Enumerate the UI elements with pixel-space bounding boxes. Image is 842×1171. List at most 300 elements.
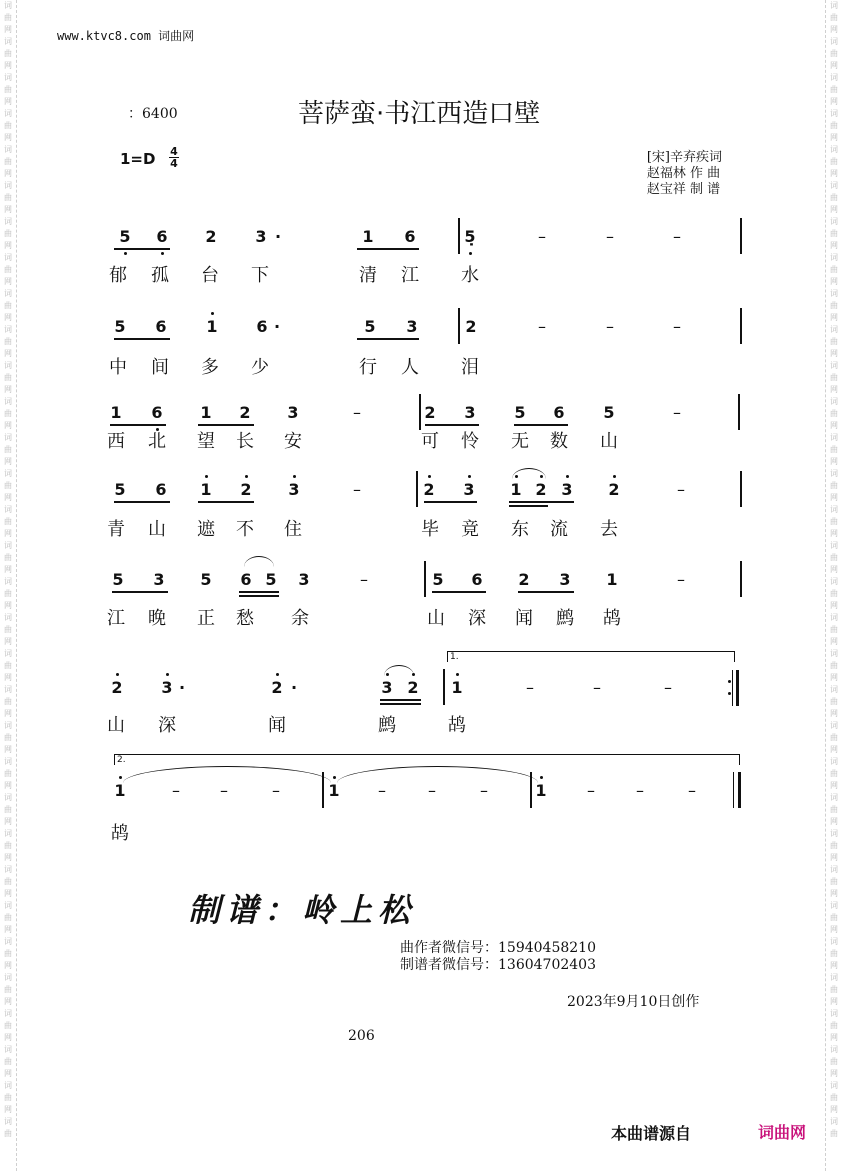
watermark-char: 网 bbox=[4, 421, 12, 430]
watermark-char: 词 bbox=[830, 793, 838, 802]
lyric-syllable: 行 bbox=[359, 357, 377, 378]
site-url[interactable]: www.ktvc8.com 词曲网 bbox=[57, 29, 195, 43]
time-signature bbox=[168, 146, 180, 169]
note: 2 bbox=[424, 403, 436, 422]
watermark-char: 词 bbox=[4, 145, 12, 154]
octave-dot-high bbox=[333, 776, 336, 779]
watermark-char: 词 bbox=[4, 541, 12, 550]
eighth-underline bbox=[514, 424, 568, 426]
watermark-char: 曲 bbox=[4, 265, 12, 274]
watermark-char: 词 bbox=[4, 793, 12, 802]
watermark-char: 曲 bbox=[830, 1129, 838, 1138]
octave-dot-high bbox=[119, 776, 122, 779]
watermark-char: 曲 bbox=[830, 481, 838, 490]
repeat-end-bar bbox=[736, 670, 739, 706]
watermark-char: 网 bbox=[4, 1105, 12, 1114]
lyric-syllable: 望 bbox=[197, 431, 215, 452]
note-dash: – bbox=[673, 227, 681, 246]
note-dash: – bbox=[677, 480, 685, 499]
arranger-wechat: 制谱者微信号：13604702403 bbox=[400, 957, 596, 973]
eighth-underline bbox=[198, 501, 254, 503]
left-watermark-strip bbox=[0, 0, 17, 1171]
lyric-syllable: 鸪 bbox=[448, 715, 466, 736]
note-dash: – bbox=[538, 227, 546, 246]
final-bar-thin bbox=[733, 772, 734, 808]
watermark-char: 词 bbox=[830, 73, 838, 82]
octave-dot-high bbox=[245, 475, 248, 478]
octave-dot-low bbox=[161, 252, 164, 255]
volta-tick bbox=[734, 652, 735, 662]
watermark-char: 网 bbox=[830, 817, 838, 826]
watermark-char: 网 bbox=[4, 61, 12, 70]
note: 2 bbox=[239, 403, 251, 422]
eighth-underline bbox=[518, 591, 574, 593]
watermark-char: 曲 bbox=[830, 661, 838, 670]
watermark-char: 网 bbox=[830, 277, 838, 286]
watermark-char: 曲 bbox=[830, 229, 838, 238]
note-dash: – bbox=[606, 227, 614, 246]
watermark-char: 词 bbox=[4, 757, 12, 766]
watermark-char: 网 bbox=[4, 961, 12, 970]
repeat-thin-bar bbox=[732, 670, 733, 706]
watermark-char: 网 bbox=[830, 529, 838, 538]
watermark-char: 词 bbox=[830, 37, 838, 46]
watermark-char: 网 bbox=[830, 1033, 838, 1042]
note: 5 bbox=[364, 317, 376, 336]
lyric-syllable: 台 bbox=[201, 265, 219, 286]
watermark-char: 曲 bbox=[830, 121, 838, 130]
watermark-char: 词 bbox=[4, 1081, 12, 1090]
lyric-syllable: 少 bbox=[251, 357, 269, 378]
note-dash: – bbox=[220, 781, 228, 800]
watermark-char: 曲 bbox=[4, 121, 12, 130]
octave-dot-low bbox=[124, 252, 127, 255]
source-label: 本曲谱源自 bbox=[611, 1124, 692, 1143]
bar-line bbox=[740, 471, 742, 507]
note: 3 bbox=[288, 480, 300, 499]
watermark-char: 曲 bbox=[4, 1021, 12, 1030]
credit-composer: 赵福林 作 曲 bbox=[646, 166, 721, 181]
serial-number: ：6400 bbox=[128, 106, 178, 122]
watermark-char: 曲 bbox=[830, 553, 838, 562]
note: 1 bbox=[535, 781, 547, 800]
lyric-syllable: 毕 bbox=[421, 519, 439, 540]
song-title: 菩萨蛮·书江西造口壁 bbox=[298, 99, 541, 129]
watermark-char: 网 bbox=[830, 493, 838, 502]
watermark-char: 词 bbox=[830, 289, 838, 298]
watermark-char: 词 bbox=[830, 901, 838, 910]
note-dash: – bbox=[593, 678, 601, 697]
watermark-char: 词 bbox=[830, 1009, 838, 1018]
note: 6 bbox=[155, 480, 167, 499]
watermark-char: 曲 bbox=[4, 589, 12, 598]
watermark-char: 曲 bbox=[830, 445, 838, 454]
lyric-syllable: 鸪 bbox=[111, 823, 129, 844]
watermark-char: 网 bbox=[830, 97, 838, 106]
watermark-char: 词 bbox=[4, 289, 12, 298]
repeat-dot bbox=[728, 692, 731, 695]
credits bbox=[647, 150, 722, 198]
watermark-char: 网 bbox=[830, 601, 838, 610]
watermark-char: 词 bbox=[830, 109, 838, 118]
note: · bbox=[178, 678, 186, 697]
watermark-char: 网 bbox=[830, 457, 838, 466]
watermark-char: 词 bbox=[4, 865, 12, 874]
octave-dot-low bbox=[156, 428, 159, 431]
octave-dot-high bbox=[456, 673, 459, 676]
octave-dot-high bbox=[166, 673, 169, 676]
note: 5 bbox=[114, 480, 126, 499]
note-dash: – bbox=[587, 781, 595, 800]
volta-first-ending bbox=[447, 651, 735, 662]
watermark-char: 词 bbox=[830, 181, 838, 190]
watermark-char: 词 bbox=[4, 109, 12, 118]
lyric-syllable: 水 bbox=[461, 265, 479, 286]
watermark-char: 词 bbox=[4, 901, 12, 910]
lyric-syllable: 山 bbox=[148, 519, 166, 540]
note-dash: – bbox=[636, 781, 644, 800]
watermark-char: 曲 bbox=[830, 13, 838, 22]
lyric-syllable: 孤 bbox=[151, 265, 169, 286]
note: 5 bbox=[119, 227, 131, 246]
watermark-char: 网 bbox=[4, 1033, 12, 1042]
volta-tick bbox=[114, 755, 115, 765]
watermark-char: 曲 bbox=[4, 841, 12, 850]
watermark-char: 曲 bbox=[4, 49, 12, 58]
watermark-char: 曲 bbox=[4, 481, 12, 490]
note: 2 bbox=[465, 317, 477, 336]
watermark-char: 网 bbox=[4, 781, 12, 790]
note-dash: – bbox=[480, 781, 488, 800]
lyric-syllable: 闻 bbox=[268, 715, 286, 736]
watermark-char: 曲 bbox=[830, 517, 838, 526]
lyric-syllable: 泪 bbox=[461, 357, 479, 378]
lyric-syllable: 余 bbox=[291, 608, 309, 629]
watermark-char: 网 bbox=[4, 1069, 12, 1078]
watermark-char: 词 bbox=[830, 541, 838, 550]
watermark-char: 曲 bbox=[4, 193, 12, 202]
note: 3 bbox=[559, 570, 571, 589]
watermark-char: 网 bbox=[830, 1105, 838, 1114]
bar-line bbox=[738, 394, 740, 430]
watermark-char: 词 bbox=[4, 361, 12, 370]
octave-dot-high bbox=[428, 475, 431, 478]
watermark-char: 曲 bbox=[4, 1093, 12, 1102]
eighth-underline bbox=[425, 424, 479, 426]
note: 6 bbox=[256, 317, 268, 336]
lyric-syllable: 正 bbox=[197, 608, 215, 629]
bar-line bbox=[458, 218, 460, 254]
watermark-char: 网 bbox=[4, 133, 12, 142]
watermark-char: 网 bbox=[4, 169, 12, 178]
lyric-syllable: 鹧 bbox=[556, 608, 574, 629]
note: 6 bbox=[156, 227, 168, 246]
note: 1 bbox=[606, 570, 618, 589]
note-dash: – bbox=[538, 317, 546, 336]
note: 2 bbox=[423, 480, 435, 499]
watermark-char: 词 bbox=[830, 757, 838, 766]
watermark-char: 词 bbox=[4, 721, 12, 730]
watermark-char: 曲 bbox=[4, 553, 12, 562]
watermark-char: 网 bbox=[830, 421, 838, 430]
note: · bbox=[290, 678, 298, 697]
arranger-signature: 制谱：岭上松 bbox=[188, 891, 417, 929]
credit-lyricist: [宋]辛弃疾词 bbox=[646, 150, 722, 165]
note: 1 bbox=[110, 403, 122, 422]
watermark-char: 词 bbox=[830, 433, 838, 442]
watermark-char: 网 bbox=[4, 277, 12, 286]
watermark-char: 词 bbox=[4, 505, 12, 514]
bar-line bbox=[740, 218, 742, 254]
watermark-char: 曲 bbox=[4, 409, 12, 418]
composer-wechat: 曲作者微信号：15940458210 bbox=[400, 940, 596, 956]
lyric-syllable: 竟 bbox=[461, 519, 479, 540]
watermark-char: 网 bbox=[4, 385, 12, 394]
eighth-underline bbox=[380, 699, 421, 701]
watermark-char: 网 bbox=[830, 313, 838, 322]
lyric-syllable: 东 bbox=[511, 519, 529, 540]
watermark-char: 曲 bbox=[4, 1057, 12, 1066]
volta-second-ending bbox=[114, 754, 740, 765]
watermark-char: 网 bbox=[4, 889, 12, 898]
note: 2 bbox=[518, 570, 530, 589]
watermark-char: 网 bbox=[4, 925, 12, 934]
brand-logo[interactable]: 词曲网 bbox=[758, 1123, 807, 1142]
watermark-char: 词 bbox=[830, 145, 838, 154]
watermark-char: 网 bbox=[830, 781, 838, 790]
lyric-syllable: 鹧 bbox=[378, 715, 396, 736]
watermark-char: 网 bbox=[4, 817, 12, 826]
watermark-char: 网 bbox=[830, 745, 838, 754]
watermark-char: 网 bbox=[830, 673, 838, 682]
lyric-syllable: 清 bbox=[359, 265, 377, 286]
watermark-char: 词 bbox=[4, 217, 12, 226]
eighth-underline bbox=[114, 248, 170, 250]
slur-tie bbox=[123, 766, 331, 783]
watermark-char: 网 bbox=[830, 637, 838, 646]
watermark-char: 网 bbox=[4, 601, 12, 610]
note: 1 bbox=[510, 480, 522, 499]
lyric-syllable: 愁 bbox=[236, 608, 254, 629]
watermark-char: 词 bbox=[4, 649, 12, 658]
lyric-syllable: 山 bbox=[107, 715, 125, 736]
watermark-char: 词 bbox=[4, 685, 12, 694]
watermark-char: 曲 bbox=[830, 157, 838, 166]
watermark-char: 网 bbox=[4, 349, 12, 358]
watermark-char: 曲 bbox=[830, 193, 838, 202]
eighth-underline bbox=[432, 591, 486, 593]
watermark-char: 曲 bbox=[830, 373, 838, 382]
bar-line bbox=[424, 561, 426, 597]
watermark-char: 曲 bbox=[830, 1093, 838, 1102]
note-dash: – bbox=[428, 781, 436, 800]
watermark-char: 词 bbox=[830, 613, 838, 622]
watermark-char: 网 bbox=[830, 241, 838, 250]
watermark-char: 网 bbox=[4, 745, 12, 754]
lyric-syllable: 北 bbox=[148, 431, 166, 452]
octave-dot-high bbox=[613, 475, 616, 478]
time-sig-bottom: 4 bbox=[170, 157, 178, 170]
octave-dot-high bbox=[468, 475, 471, 478]
octave-dot-high bbox=[276, 673, 279, 676]
watermark-char: 网 bbox=[830, 25, 838, 34]
bar-line bbox=[443, 669, 445, 705]
repeat-dot bbox=[728, 680, 731, 683]
lyric-syllable: 深 bbox=[468, 608, 486, 629]
lyric-syllable: 遮 bbox=[197, 519, 215, 540]
watermark-char: 词 bbox=[830, 1045, 838, 1054]
watermark-char: 网 bbox=[4, 853, 12, 862]
watermark-char: 曲 bbox=[4, 985, 12, 994]
note: 5 bbox=[514, 403, 526, 422]
watermark-char: 曲 bbox=[830, 265, 838, 274]
watermark-char: 网 bbox=[4, 565, 12, 574]
watermark-char: 网 bbox=[4, 457, 12, 466]
watermark-char: 曲 bbox=[830, 877, 838, 886]
watermark-char: 曲 bbox=[4, 85, 12, 94]
note-dash: – bbox=[664, 678, 672, 697]
watermark-char: 曲 bbox=[4, 769, 12, 778]
eighth-underline bbox=[509, 501, 574, 503]
watermark-char: 曲 bbox=[4, 949, 12, 958]
lyric-syllable: 长 bbox=[236, 431, 254, 452]
watermark-char: 网 bbox=[4, 529, 12, 538]
octave-dot-high bbox=[540, 776, 543, 779]
lyric-syllable: 不 bbox=[236, 519, 254, 540]
note: 6 bbox=[155, 317, 167, 336]
watermark-char: 词 bbox=[830, 1, 838, 10]
watermark-char: 网 bbox=[830, 169, 838, 178]
watermark-char: 词 bbox=[830, 973, 838, 982]
octave-dot-high bbox=[116, 673, 119, 676]
lyric-syllable: 晚 bbox=[148, 608, 166, 629]
final-bar-thick bbox=[738, 772, 741, 808]
note-dash: – bbox=[272, 781, 280, 800]
note-dash: – bbox=[688, 781, 696, 800]
lyric-syllable: 去 bbox=[600, 519, 618, 540]
volta-tick bbox=[739, 755, 740, 765]
note-dash: – bbox=[360, 570, 368, 589]
lyric-syllable: 可 bbox=[421, 431, 439, 452]
watermark-char: 网 bbox=[830, 925, 838, 934]
watermark-char: 曲 bbox=[830, 49, 838, 58]
lyric-syllable: 江 bbox=[107, 608, 125, 629]
watermark-char: 曲 bbox=[830, 301, 838, 310]
watermark-char: 词 bbox=[830, 505, 838, 514]
lyric-syllable: 多 bbox=[201, 357, 219, 378]
watermark-char: 曲 bbox=[4, 13, 12, 22]
right-watermark-strip bbox=[825, 0, 842, 1171]
watermark-char: 词 bbox=[4, 37, 12, 46]
watermark-char: 网 bbox=[4, 313, 12, 322]
watermark-char: 词 bbox=[4, 1045, 12, 1054]
watermark-char: 曲 bbox=[4, 877, 12, 886]
watermark-char: 网 bbox=[830, 385, 838, 394]
lyric-syllable: 深 bbox=[158, 715, 176, 736]
watermark-char: 词 bbox=[4, 433, 12, 442]
eighth-underline bbox=[239, 591, 279, 593]
watermark-char: 网 bbox=[830, 1069, 838, 1078]
watermark-char: 曲 bbox=[830, 805, 838, 814]
note: 2 bbox=[608, 480, 620, 499]
watermark-char: 词 bbox=[830, 397, 838, 406]
lyric-syllable: 郁 bbox=[109, 265, 127, 286]
note: 6 bbox=[404, 227, 416, 246]
creation-date: 2023年9月10日创作 bbox=[567, 994, 700, 1010]
note: 3 bbox=[464, 403, 476, 422]
note: 2 bbox=[535, 480, 547, 499]
watermark-char: 词 bbox=[4, 829, 12, 838]
watermark-char: 词 bbox=[830, 577, 838, 586]
note-dash: – bbox=[172, 781, 180, 800]
watermark-char: 曲 bbox=[4, 373, 12, 382]
watermark-char: 曲 bbox=[4, 733, 12, 742]
watermark-char: 词 bbox=[830, 937, 838, 946]
lyric-syllable: 下 bbox=[251, 265, 269, 286]
note: 2 bbox=[111, 678, 123, 697]
watermark-char: 曲 bbox=[830, 913, 838, 922]
watermark-char: 网 bbox=[830, 709, 838, 718]
note: · bbox=[274, 227, 282, 246]
lyric-syllable: 鸪 bbox=[603, 608, 621, 629]
eighth-underline bbox=[357, 248, 419, 250]
watermark-char: 曲 bbox=[830, 985, 838, 994]
note: 3 bbox=[161, 678, 173, 697]
watermark-char: 曲 bbox=[830, 625, 838, 634]
watermark-char: 曲 bbox=[4, 1129, 12, 1138]
note: 5 bbox=[112, 570, 124, 589]
time-sig-top: 4 bbox=[170, 145, 178, 158]
sixteenth-underline bbox=[509, 505, 548, 507]
slur-tie bbox=[512, 468, 546, 479]
eighth-underline bbox=[110, 424, 166, 426]
watermark-char: 网 bbox=[830, 853, 838, 862]
watermark-char: 词 bbox=[4, 325, 12, 334]
watermark-char: 网 bbox=[830, 133, 838, 142]
note-dash: – bbox=[378, 781, 386, 800]
watermark-char: 网 bbox=[830, 961, 838, 970]
watermark-char: 曲 bbox=[4, 157, 12, 166]
watermark-char: 网 bbox=[830, 205, 838, 214]
watermark-char: 曲 bbox=[4, 301, 12, 310]
note-dash: – bbox=[353, 480, 361, 499]
watermark-char: 网 bbox=[4, 241, 12, 250]
note: 1 bbox=[206, 317, 218, 336]
watermark-char: 词 bbox=[4, 469, 12, 478]
watermark-char: 网 bbox=[4, 709, 12, 718]
watermark-char: 曲 bbox=[4, 625, 12, 634]
eighth-underline bbox=[114, 338, 170, 340]
watermark-char: 词 bbox=[4, 973, 12, 982]
watermark-char: 词 bbox=[4, 1, 12, 10]
note: 2 bbox=[205, 227, 217, 246]
watermark-char: 词 bbox=[830, 1117, 838, 1126]
watermark-char: 曲 bbox=[830, 949, 838, 958]
note-dash: – bbox=[526, 678, 534, 697]
lyric-syllable: 山 bbox=[600, 431, 618, 452]
slur-tie bbox=[244, 556, 274, 567]
eighth-underline bbox=[114, 501, 170, 503]
lyric-syllable: 安 bbox=[284, 431, 302, 452]
note: 1 bbox=[200, 403, 212, 422]
note: 1 bbox=[200, 480, 212, 499]
watermark-char: 曲 bbox=[4, 337, 12, 346]
lyric-syllable: 间 bbox=[151, 357, 169, 378]
sixteenth-underline bbox=[239, 595, 279, 597]
note: 3 bbox=[561, 480, 573, 499]
note: 6 bbox=[240, 570, 252, 589]
page-number: 206 bbox=[348, 1028, 375, 1044]
